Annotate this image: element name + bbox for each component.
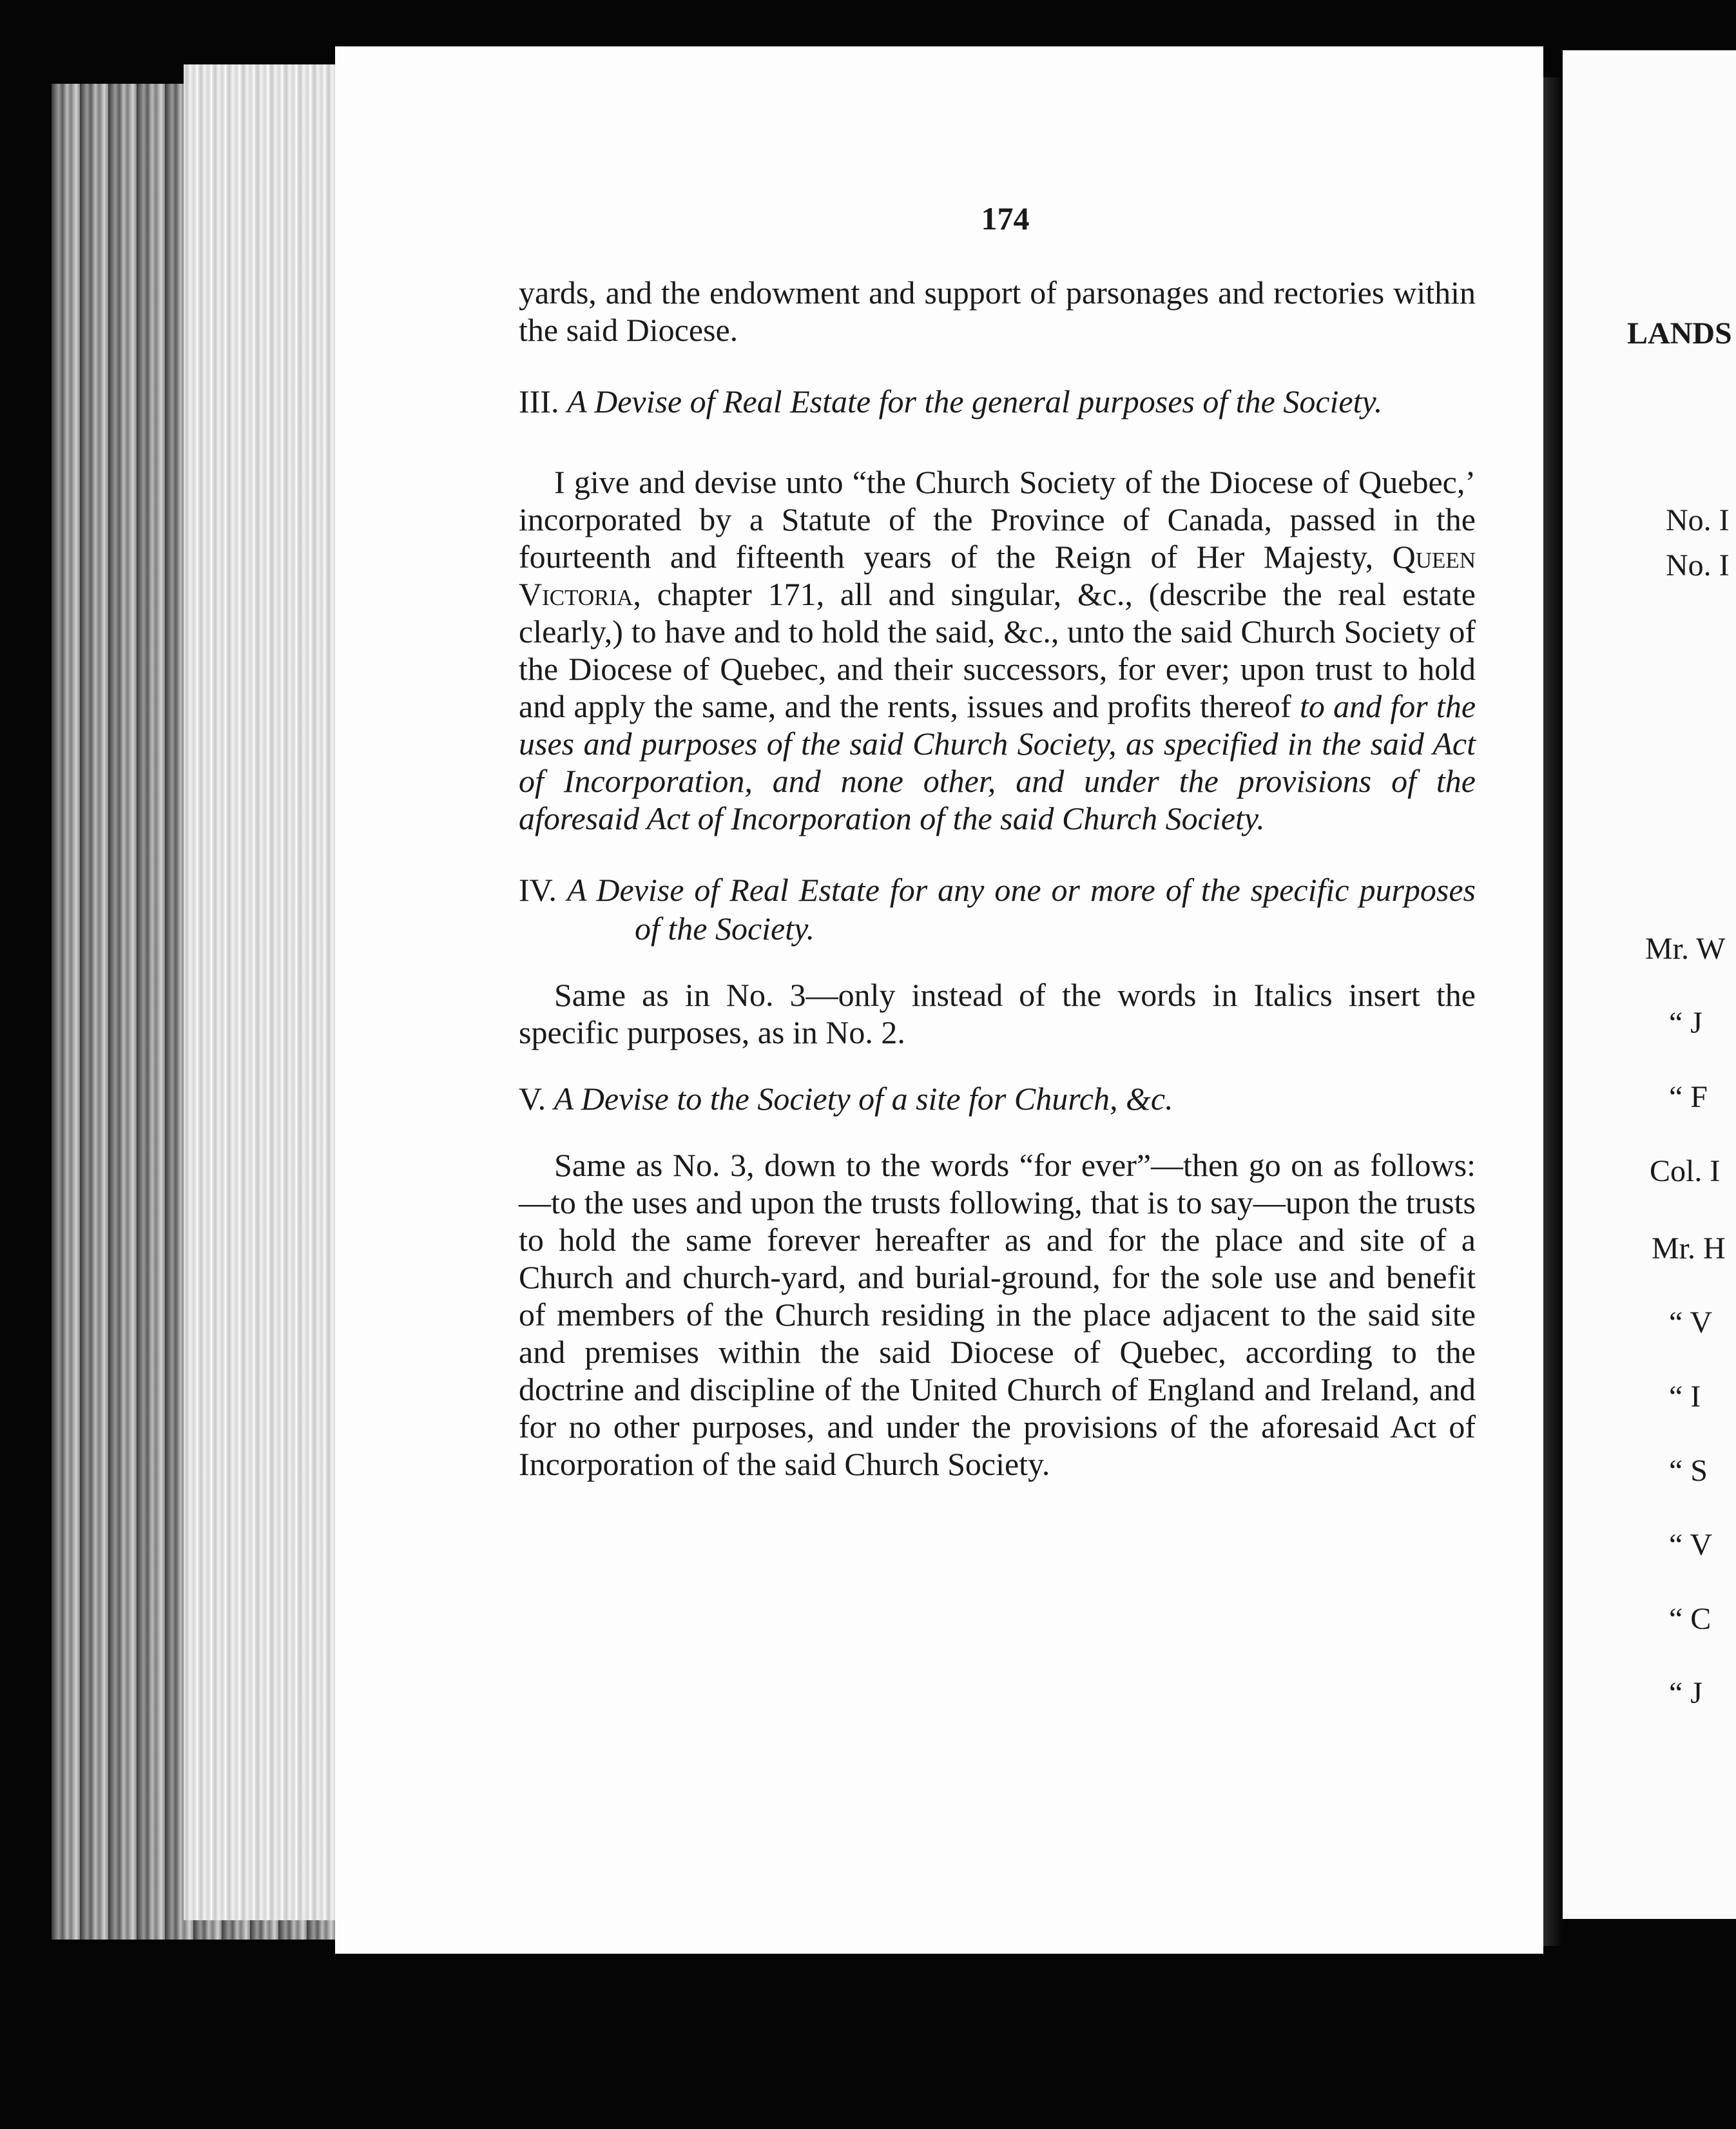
right-page-line: “ V <box>1669 1528 1713 1562</box>
right-page-heading: LANDS <box>1627 316 1732 351</box>
right-page-line: No. I <box>1666 503 1730 537</box>
section-3-body <box>519 463 1476 837</box>
section-3-body-italic: to and for the uses and purposes of the said Church Society, as specified in the said Act of Incorporation, and none other, and under the provisions of the aforesaid Act of Incorporation of the said Church Society. <box>519 688 1476 836</box>
section-3-heading <box>519 382 1476 421</box>
section-4-number: IV. <box>519 872 557 908</box>
section-3-title: A Devise of Real Estate for the general purposes of the Society. <box>566 383 1383 419</box>
section-5-body: Same as No. 3, down to the words “for ever”—then go on as follows:—to the uses and upon the trusts following, that is to say—upon the trusts to hold the same forever hereafter as and for the place and site of a Church and church-yard, and burial-ground, for the sole use and benefit of members of the Church residing in the place adjacent to the said site and premises within the said Diocese of Quebec, according to the doctrine and discipline of the United Church of England and Ireland, and for no other purposes, and under the provisions of the aforesaid Act of Incorporation of the said Church Society. <box>519 1147 1476 1482</box>
section-3-number: III. <box>519 383 559 419</box>
main-text <box>519 274 1476 1483</box>
section-4-title: A Devise of Real Estate for any one or more of the specific purposes of the Society. <box>566 872 1476 947</box>
queen-victoria: Queen Victoria, <box>519 539 1476 612</box>
section-5-heading <box>519 1079 1476 1118</box>
section-5-number: V. <box>519 1081 546 1117</box>
right-page-line: “ J <box>1669 1676 1702 1710</box>
section-4-heading <box>519 871 1476 948</box>
right-page-line: “ I <box>1669 1380 1701 1414</box>
page-edges-light <box>184 64 338 1920</box>
right-page-line: Mr. H <box>1652 1231 1726 1266</box>
section-3-body-part2: chapter 171, all and singular, &c., (describe the real estate clearly,) to have and to hold the said, &c., unto the said Church Society of the Diocese of Quebec, and their successors, for ever; upon trust to hold and apply the same, and the rents, issues and profits thereof <box>519 576 1476 724</box>
right-page-line: Mr. W <box>1645 932 1726 966</box>
section-4-body: Same as in No. 3—only instead of the words in Italics insert the specific purposes, as in No. 2. <box>519 977 1476 1050</box>
right-page-line: “ S <box>1669 1454 1708 1488</box>
book-gutter <box>1543 77 1563 1946</box>
right-page-line: “ V <box>1669 1305 1713 1340</box>
right-page-line: “ J <box>1669 1006 1702 1040</box>
section-3-body-part1: I give and devise unto “the Church Society of the Diocese of Quebec,’ incorporated by a Statute of the Province of Canada, passed in the fourteenth and fifteenth years of the Reign of Her Majesty, <box>519 464 1476 575</box>
right-page-line: “ F <box>1669 1080 1708 1114</box>
section-5-title: A Devise to the Society of a site for Church, &c. <box>554 1081 1173 1117</box>
right-page-line: “ C <box>1669 1602 1712 1636</box>
right-page-line: No. I <box>1666 548 1730 583</box>
page-number: 174 <box>981 200 1030 236</box>
intro-paragraph: yards, and the endowment and support of parsonages and rectories within the said Diocese. <box>519 275 1476 348</box>
right-page-line: Col. I <box>1650 1154 1721 1188</box>
